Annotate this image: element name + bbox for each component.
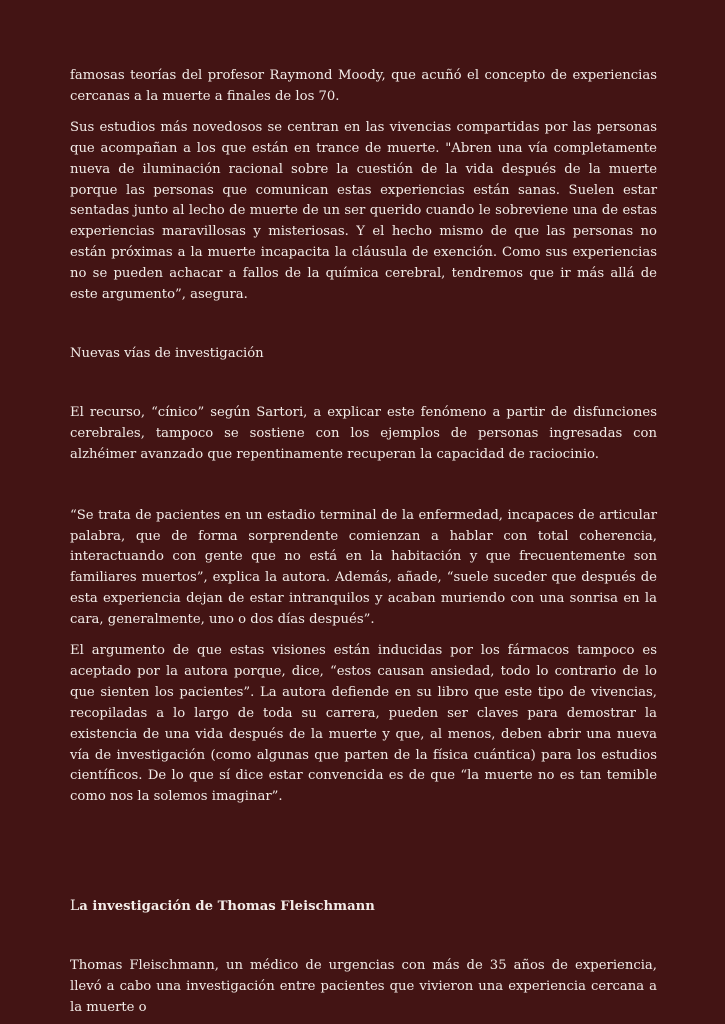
- paragraph-fleischmann: Thomas Fleischmann, un médico de urgencias con más de 35 años de experiencia, llevó a cabo una investigación entre pacientes que vivieron una experiencia cercana a la muerte o: [70, 958, 657, 1015]
- article-body: [70, 66, 657, 1019]
- paragraph-terminal-patients: “Se trata de pacientes en un estadio terminal de la enfermedad, incapaces de articular palabra, que de forma sorprendente comienzan a hablar con total coherencia, interactuando con gente que no está en la habitación y que frecuentemente son familiares muertos”, explica la autora. Además, añade, “suele suceder que después de esta experiencia dejan de estar intranquilos y acaban muriendo con una sonrisa en la cara, generalmente, uno o dos días después”.: [70, 507, 657, 628]
- paragraph-drugs-argument: El argumento de que estas visiones están inducidas por los fármacos tampoco es aceptado por la autora porque, dice, “estos causan ansiedad, todo lo contrario de lo que sienten los pacientes”. La autora defiende en su libro que este tipo de vivencias, recopiladas a lo largo de toda su carrera, pueden ser claves para demostrar la existencia de una vida después de la muerte y que, al menos, deben abrir una nueva vía de investigación (como algunas que parten de la física cuántica) para los estudios científicos. De lo que sí dice estar convencida es de que “la muerte no es tan temible como nos la solemos imaginar”.: [70, 643, 657, 805]
- paragraph-shared-experiences: Sus estudios más novedosos se centran en las vivencias compartidas por las personas que acompañan a los que están en trance de muerte. "Abren una vía completamente nueva de iluminación racional sobre la cuestión de la vida después de la muerte porque las personas que comunican estas experiencias están sanas. Suelen estar sentadas junto al lecho de muerte de un ser querido cuando le sobreviene una de estas experiencias maravillosas y misteriosas. Y el hecho mismo de que las personas no están próximas a la muerte incapacita la cláusula de exención. Como sus experiencias no se pueden achacar a fallos de la química cerebral, tendremos que ir más allá de este argumento”, asegura.: [70, 119, 657, 303]
- section-heading-fleischmann: [70, 896, 657, 918]
- section-heading-new-research: Nuevas vías de investigación: [70, 345, 264, 361]
- heading-rest: a investigación de Thomas Fleischmann: [79, 899, 375, 915]
- paragraph-cynical-resource: El recurso, “cínico” según Sartori, a explicar este fenómeno a partir de disfunciones cerebrales, tampoco se sostiene con los ejemplos de personas ingresadas con alzhéimer avanzado que repentinamente recuperan la capacidad de raciocinio.: [70, 404, 657, 462]
- paragraph-moody: famosas teorías del profesor Raymond Moody, que acuñó el concepto de experiencias cercanas a la muerte a finales de los 70.: [70, 68, 657, 104]
- heading-initial: L: [70, 898, 80, 915]
